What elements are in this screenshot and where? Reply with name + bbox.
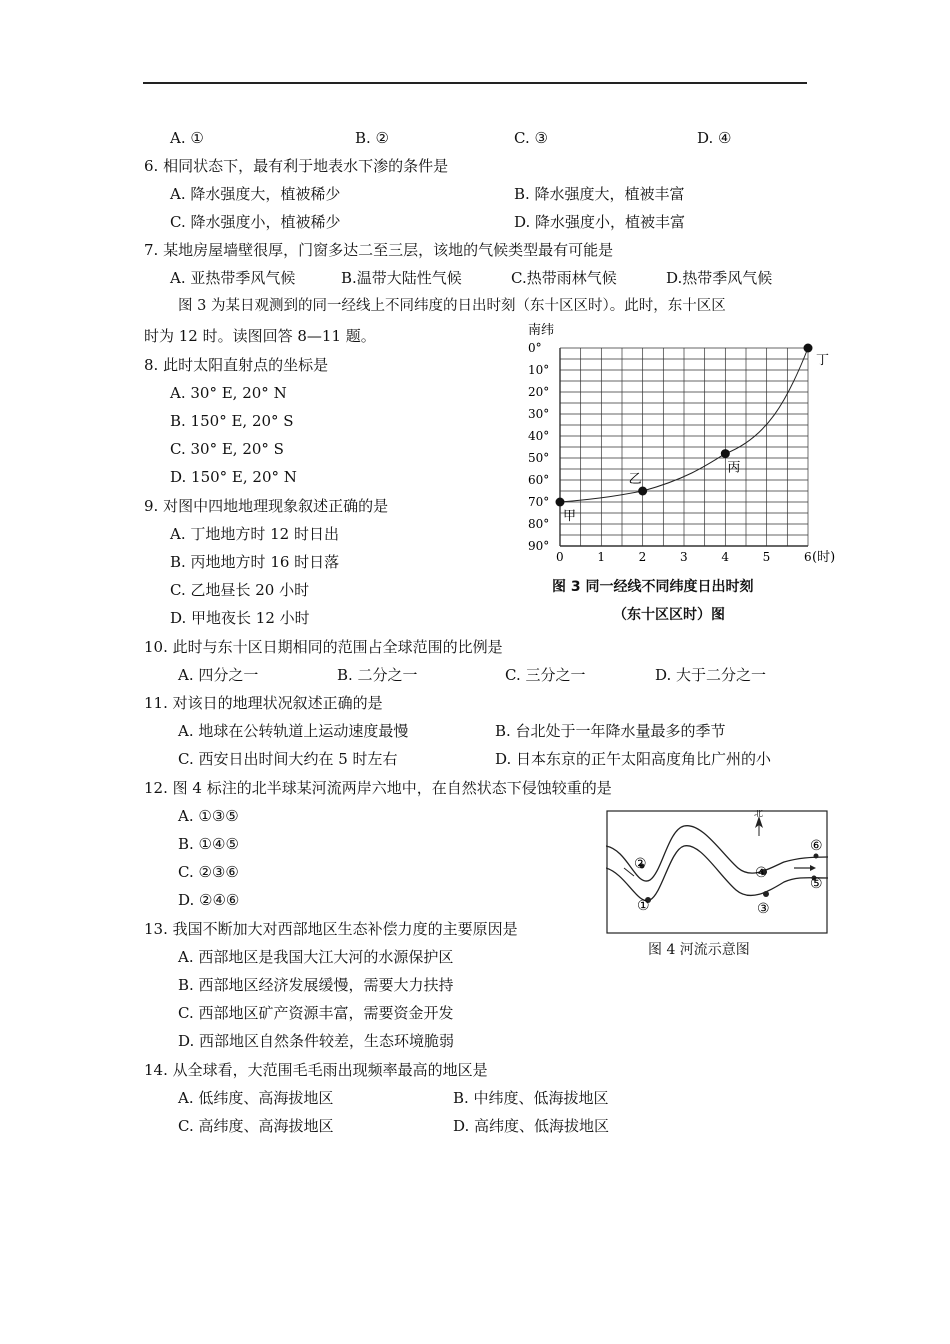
q8-option-d: D. 150° E, 20° N	[170, 468, 297, 486]
q6-option-c: C. 降水强度小，植被稀少	[170, 213, 341, 231]
data-point	[556, 498, 565, 507]
y-tick-label: 80°	[528, 517, 550, 531]
q9-stem: 9. 对图中四地地理现象叙述正确的是	[144, 497, 389, 515]
north-label: 北	[754, 810, 764, 819]
x-tick-label: 0	[556, 550, 564, 564]
q12-option-b: B. ①④⑤	[178, 835, 239, 853]
y-tick-label: 10°	[528, 363, 550, 377]
q6-option-a: A. 降水强度大，植被稀少	[170, 185, 341, 203]
figure3-intro-line2: 时为 12 时。读图回答 8—11 题。	[144, 327, 376, 345]
q13-option-a: A. 西部地区是我国大江大河的水源保护区	[178, 948, 454, 966]
data-point	[721, 449, 730, 458]
marker-5: ⑤	[810, 876, 823, 892]
x-tick-label: 2	[638, 550, 647, 564]
figure3-sunrise-chart	[520, 318, 840, 568]
q11-option-d: D. 日本东京的正午太阳高度角比广州的小	[495, 750, 772, 768]
data-point	[804, 344, 813, 353]
header-rule	[143, 82, 807, 84]
data-point-label: 丁	[816, 353, 830, 368]
q5-option-c: C. ③	[514, 129, 548, 147]
marker-6: ⑥	[810, 838, 823, 854]
q11-option-c: C. 西安日出时间大约在 5 时左右	[178, 750, 398, 768]
q11-option-b: B. 台北处于一年降水量最多的季节	[495, 722, 726, 740]
point-3-dot	[763, 891, 769, 897]
q13-option-b: B. 西部地区经济发展缓慢，需要大力扶持	[178, 976, 454, 994]
q7-option-a: A. 亚热带季风气候	[170, 269, 296, 287]
data-point-label: 甲	[563, 509, 577, 524]
figure4-river-diagram	[606, 810, 828, 934]
data-point-label: 乙	[628, 472, 642, 487]
q5-option-d: D. ④	[697, 129, 732, 147]
q10-option-b: B. 二分之一	[337, 666, 418, 684]
q12-option-d: D. ②④⑥	[178, 891, 240, 909]
y-tick-label: 40°	[528, 429, 550, 443]
q10-option-a: A. 四分之一	[178, 666, 259, 684]
q14-option-b: B. 中纬度、低海拔地区	[453, 1089, 609, 1107]
q11-option-a: A. 地球在公转轨道上运动速度最慢	[178, 722, 409, 740]
q12-option-c: C. ②③⑥	[178, 863, 239, 881]
q11-stem: 11. 对该日的地理状况叙述正确的是	[144, 694, 383, 712]
q10-option-c: C. 三分之一	[505, 666, 586, 684]
q8-option-a: A. 30° E, 20° N	[170, 384, 287, 402]
q8-stem: 8. 此时太阳直射点的坐标是	[144, 356, 329, 374]
figure3-intro-line1: 图 3 为某日观测到的同一经线上不同纬度的日出时刻（东十区区时）。此时，东十区区	[178, 298, 726, 314]
point-6-dot	[814, 854, 819, 859]
q8-option-b: B. 150° E, 20° S	[170, 412, 294, 430]
q8-option-c: C. 30° E, 20° S	[170, 440, 284, 458]
q5-option-b: B. ②	[355, 129, 390, 147]
q12-stem: 12. 图 4 标注的北半球某河流两岸六地中，在自然状态下侵蚀较重的是	[144, 779, 612, 797]
q5-option-a: A. ①	[170, 129, 204, 147]
q13-option-c: C. 西部地区矿产资源丰富，需要资金开发	[178, 1004, 454, 1022]
x-tick-label: 6	[804, 550, 812, 564]
data-point-label: 丙	[727, 460, 741, 476]
q9-option-c: C. 乙地昼长 20 小时	[170, 581, 310, 599]
x-tick-label: 5	[762, 550, 771, 564]
q7-option-c: C.热带雨林气候	[511, 269, 617, 287]
q12-option-a: A. ①③⑤	[178, 807, 239, 825]
q6-stem: 6. 相同状态下，最有利于地表水下渗的条件是	[144, 157, 449, 175]
q13-option-d: D. 西部地区自然条件较差，生态环境脆弱	[178, 1032, 455, 1050]
y-axis-title: 南纬	[528, 323, 555, 338]
figure3-caption-line2: （东十区区时）图	[613, 607, 725, 623]
y-tick-label: 30°	[528, 407, 550, 421]
y-tick-label: 60°	[528, 473, 550, 487]
q14-option-d: D. 高纬度、低海拔地区	[453, 1117, 610, 1135]
q13-stem: 13. 我国不断加大对西部地区生态补偿力度的主要原因是	[144, 920, 518, 938]
q14-option-a: A. 低纬度、高海拔地区	[178, 1089, 334, 1107]
marker-2: ②	[634, 856, 647, 872]
q9-option-b: B. 丙地地方时 16 时日落	[170, 553, 340, 571]
y-tick-label: 90°	[528, 539, 550, 553]
x-axis-unit: (时)	[812, 550, 836, 565]
q6-option-b: B. 降水强度大，植被丰富	[514, 185, 685, 203]
marker-1: ①	[637, 898, 650, 914]
q7-stem: 7. 某地房屋墙壁很厚，门窗多达二至三层，该地的气候类型最有可能是	[144, 241, 614, 259]
q7-option-b: B.温带大陆性气候	[341, 269, 462, 287]
data-point	[638, 487, 647, 496]
marker-3: ③	[757, 901, 770, 917]
q14-stem: 14. 从全球看，大范围毛毛雨出现频率最高的地区是	[144, 1061, 488, 1079]
q9-option-a: A. 丁地地方时 12 时日出	[170, 525, 339, 543]
x-tick-label: 1	[597, 550, 605, 564]
q14-option-c: C. 高纬度、高海拔地区	[178, 1117, 334, 1135]
q10-stem: 10. 此时与东十区日期相同的范围占全球范围的比例是	[144, 638, 503, 656]
marker-4: ④	[755, 865, 768, 881]
figure4-caption: 图 4 河流示意图	[648, 942, 750, 958]
y-tick-label: 0°	[528, 341, 542, 355]
figure3-caption-line1: 图 3 同一经线不同纬度日出时刻	[552, 579, 754, 595]
q10-option-d: D. 大于二分之一	[655, 666, 767, 684]
y-tick-label: 20°	[528, 385, 550, 399]
x-tick-label: 3	[680, 550, 688, 564]
q6-option-d: D. 降水强度小，植被丰富	[514, 213, 686, 231]
x-tick-label: 4	[721, 550, 729, 564]
y-tick-label: 70°	[528, 495, 550, 509]
y-tick-label: 50°	[528, 451, 550, 465]
q7-option-d: D.热带季风气候	[666, 269, 773, 287]
q9-option-d: D. 甲地夜长 12 小时	[170, 609, 310, 627]
